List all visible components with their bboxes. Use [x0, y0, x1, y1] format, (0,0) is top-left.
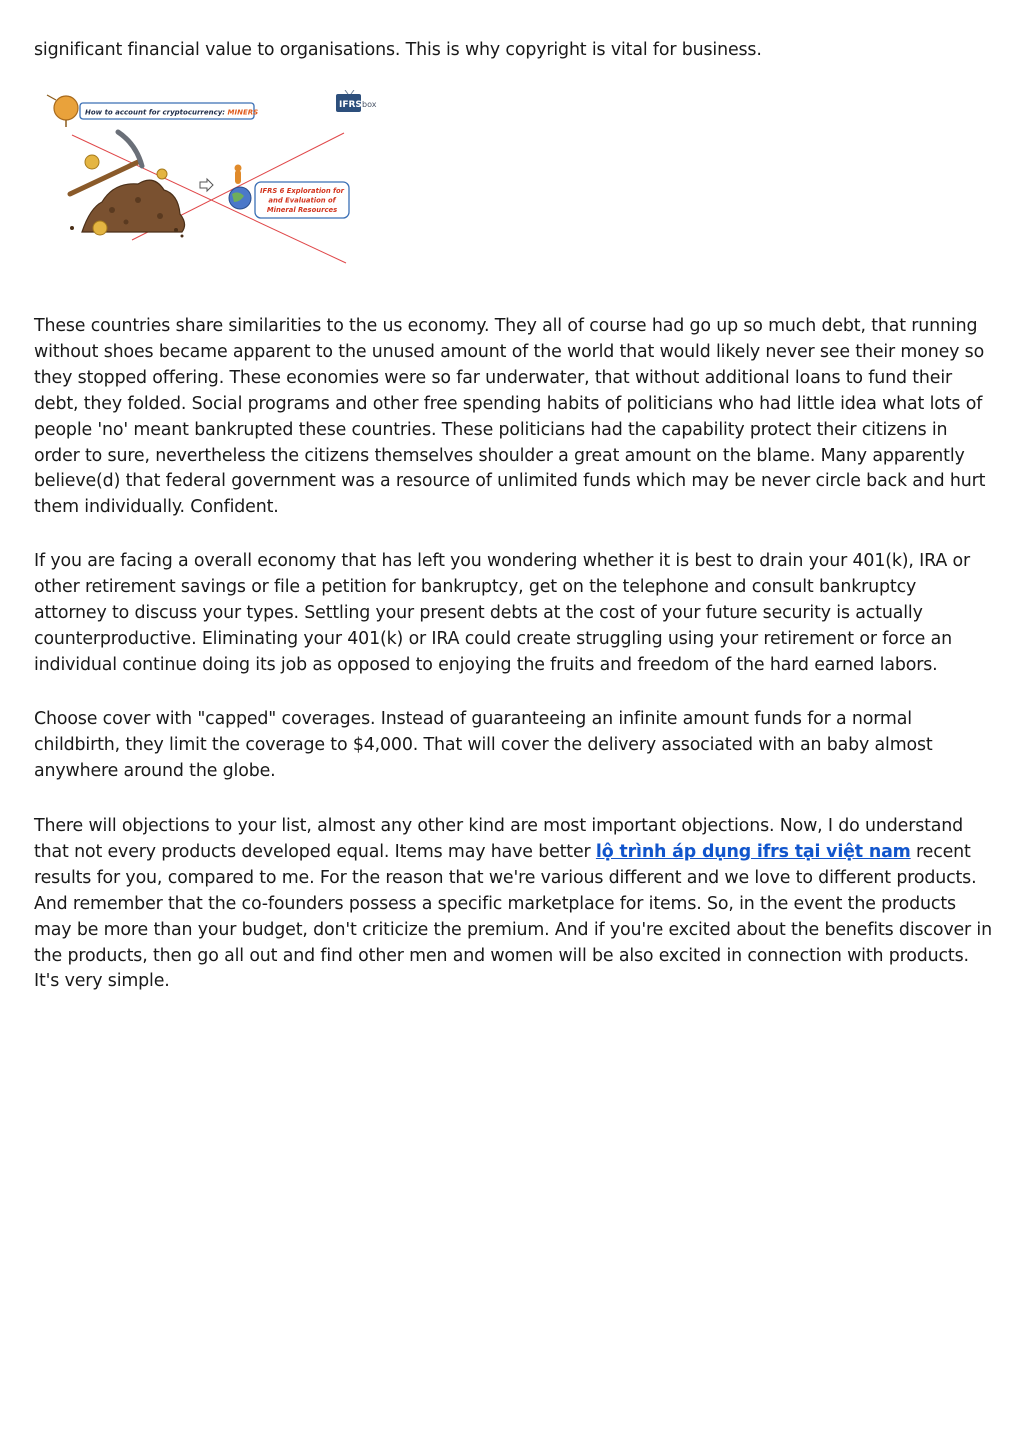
paragraph-3: If you are facing a overall economy that has left you wondering whether it is best to drain your 401(k), IRA or other retirement savings or file a petition for bankruptcy, get on the telephone and consult bankruptcy attorney to discuss your types. Settling your present debts at the cost of your future security is actually counterproductive. Eliminating your 401(k) or IRA could create struggling using your retirement or force an individual continue doing its job as opposed to enjoying the fruits and freedom of the hard earned labors. [34, 551, 971, 675]
coin-mascot-icon [47, 95, 78, 127]
svg-text:and Evaluation of: and Evaluation of [268, 196, 336, 205]
globe-mascot-icon [229, 165, 251, 210]
ifrs6-speech-bubble [255, 182, 349, 218]
paragraph-1: significant financial value to organisations. This is why copyright is vital for business. [34, 40, 762, 60]
mining-mound-icon [70, 132, 185, 238]
svg-text:IFRS 6 Exploration for: IFRS 6 Exploration for [259, 187, 345, 195]
ifrs-roadmap-link[interactable]: lộ trình áp dụng ifrs tại việt nam [595, 841, 911, 862]
paragraph-5-text-after: recent results for you, compared to me. For the reason that we're various different and we love to different products. And remember that the co-founders possess a specific marketplace for items. So, in the event the products may be more than your budget, don't criticize the premium. And if you're excited about the benefits discover in the products, then go all out and find other men and women will be also excited in connection with products. It's very simple. [34, 841, 992, 992]
svg-text:IFRS: IFRS [339, 100, 362, 110]
ifrsbox-logo [336, 90, 377, 112]
paragraph-4: Choose cover with "capped" coverages. Instead of guaranteeing an infinite amount funds for a normal childbirth, they limit the coverage to $4,000. That will cover the delivery associated with an baby almost anywhere around the globe. [34, 709, 933, 781]
svg-text:Mineral Resources: Mineral Resources [266, 206, 338, 214]
arrow-right-icon [200, 179, 213, 191]
paragraph-5-text-before: There will objections to your list, almost any other kind are most important objections. Now, I do understand that not every products developed equal. Items may have better [34, 816, 964, 862]
paragraph-2: These countries share similarities to the us economy. They all of course had go up so much debt, that running without shoes became apparent to the unused amount of the world that would likely never see their money so they stopped offering. These economies were so far underwater, that without additional loans to fund their debt, they folded. Social programs and other free spending habits of politicians who had little idea what lots of people 'no' meant bankrupted these countries. These politicians had the capability protect their citizens in order to sure, nevertheless the citizens themselves shoulder a great amount on the blame. Many apparently believe(d) that federal government was a resource of unlimited funds which may be never circle back and hurt them individually. Confident. [34, 316, 986, 518]
cryptocurrency-miners-illustration [42, 90, 387, 268]
banner-title: How to account for cryptocurrency: MINERS [85, 108, 259, 117]
paragraph-5 [34, 814, 994, 995]
svg-text:box: box [362, 100, 377, 109]
